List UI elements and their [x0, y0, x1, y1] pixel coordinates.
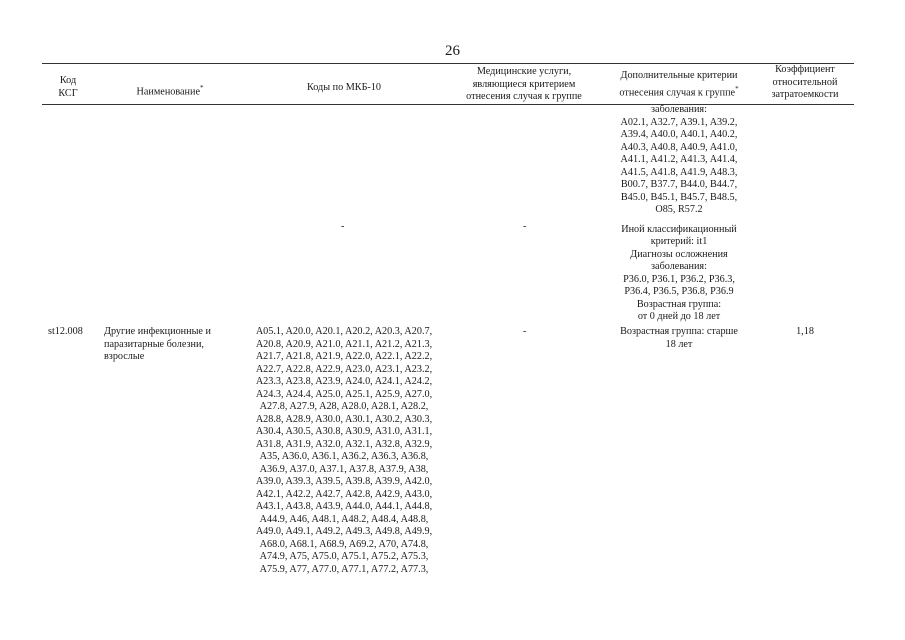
page-number: 26: [445, 43, 460, 59]
second-criteria-line: P36.4, P36.5, P36.8, P36.9: [624, 286, 734, 297]
row-name: [104, 326, 244, 364]
second-criteria-line: P36.0, P36.1, P36.2, P36.3,: [623, 273, 735, 285]
row-mkb-codes: [246, 326, 442, 576]
row-code: st12.008: [48, 326, 83, 337]
row-name-line: Другие инфекционные и: [104, 326, 211, 337]
mkb-line: A05.1, A20.0, A20.1, A20.2, A20.3, A20.7,: [255, 326, 433, 337]
row-coef: 1,18: [796, 326, 814, 337]
second-criteria-line: Диагнозы осложнения: [630, 248, 728, 260]
mkb-line: A42.1, A42.2, A42.7, A42.8, A42.9, A43.0,: [255, 488, 433, 500]
mkb-line: A24.3, A24.4, A25.0, A25.1, A25.9, A27.0,: [255, 388, 433, 400]
row-name-line: взрослые: [104, 351, 145, 362]
header-name-footnote-mark: *: [199, 84, 204, 92]
mkb-line: A30.4, A30.5, A30.8, A30.9, A31.0, A31.1,: [255, 426, 433, 437]
header-mkb-text: Коды по МКБ-10: [306, 82, 382, 93]
header-coef-line-3: затратоемкости: [771, 89, 839, 100]
header-name: [100, 82, 240, 99]
mkb-line: A35, A36.0, A36.1, A36.2, A36.3, A36.8,: [259, 451, 429, 462]
mkb-line: A28.8, A28.9, A30.0, A30.1, A30.2, A30.3,: [255, 413, 433, 425]
continuation-criteria-block: [604, 104, 754, 324]
row-criteria: [604, 326, 754, 351]
second-criteria-line: критерий: it1: [650, 236, 708, 247]
continuation-criteria-line: B45.0, B45.1, B45.7, B48.5,: [620, 191, 738, 203]
second-criteria-line: Иной классификационный: [621, 223, 737, 235]
continuation-criteria-line: A40.3, A40.8, A40.9, A41.0,: [620, 141, 738, 153]
header-criteria: [604, 70, 754, 99]
continuation-criteria-line: A41.1, A41.2, A41.3, A41.4,: [620, 154, 738, 165]
header-coef: [758, 64, 852, 102]
header-coef-line-1: Коэффициент: [775, 64, 835, 75]
row-criteria-line: 18 лет: [665, 338, 693, 350]
header-services: [448, 66, 600, 104]
continuation-criteria-line: заболевания:: [651, 104, 707, 115]
mkb-line: A27.8, A27.9, A28, A28.0, A28.1, A28.2,: [259, 401, 429, 412]
header-services-line-3: отнесения случая к группе: [466, 91, 582, 102]
header-code-line-2: КСГ: [58, 87, 78, 99]
mkb-line: A39.0, A39.3, A39.5, A39.8, A39.9, A42.0,: [255, 476, 433, 487]
second-criteria-line: от 0 дней до 18 лет: [637, 311, 721, 322]
header-name-text: Наименование: [136, 86, 200, 98]
mkb-line: A74.9, A75, A75.0, A75.1, A75.2, A75.3,: [259, 551, 429, 562]
header-services-line-1: Медицинские услуги,: [476, 66, 572, 77]
mkb-line: A31.8, A31.9, A32.0, A32.1, A32.8, A32.9,: [255, 438, 433, 450]
header-services-line-2: являющиеся критерием: [472, 78, 576, 90]
continuation-criteria-line: B00.7, B37.7, B44.0, B44.7,: [620, 179, 738, 190]
continuation-mkb-dash: -: [341, 221, 345, 232]
header-top-rule: [42, 63, 854, 64]
continuation-services-dash: -: [523, 221, 527, 232]
mkb-line: A68.0, A68.1, A68.9, A69.2, A70, A74.8,: [259, 538, 429, 550]
header-coef-line-2: относительной: [772, 76, 838, 88]
header-criteria-footnote-mark: *: [735, 84, 739, 93]
second-criteria-line: Возрастная группа:: [636, 298, 722, 310]
mkb-line: A49.0, A49.1, A49.2, A49.3, A49.8, A49.9,: [255, 526, 433, 537]
continuation-criteria-line: A02.1, A32.7, A39.1, A39.2,: [620, 116, 738, 128]
header-criteria-line-1: Дополнительные критерии: [620, 70, 738, 81]
continuation-criteria-line: A41.5, A41.8, A41.9, A48.3,: [620, 166, 738, 178]
header-code: [42, 75, 94, 100]
second-criteria-line: заболевания:: [651, 261, 707, 272]
continuation-criteria-line: A39.4, A40.0, A40.1, A40.2,: [620, 129, 738, 140]
mkb-line: A43.1, A43.8, A43.9, A44.0, A44.1, A44.8,: [255, 501, 433, 512]
header-code-line-1: Код: [59, 75, 77, 86]
row-services-dash: -: [523, 326, 527, 337]
row-criteria-line: Возрастная группа: старше: [620, 326, 738, 337]
mkb-line: A20.8, A20.9, A21.0, A21.1, A21.2, A21.3,: [255, 338, 433, 350]
mkb-line: A21.7, A21.8, A21.9, A22.0, A22.1, A22.2,: [255, 351, 433, 362]
mkb-line: A75.9, A77, A77.0, A77.1, A77.2, A77.3,: [259, 563, 429, 575]
continuation-criteria-line: O85, R57.2: [655, 204, 703, 215]
mkb-line: A22.7, A22.8, A22.9, A23.0, A23.1, A23.2,: [255, 363, 433, 375]
mkb-line: A23.3, A23.8, A23.9, A24.0, A24.1, A24.2,: [255, 376, 433, 387]
header-criteria-line-2-text: отнесения случая к группе: [619, 86, 736, 98]
mkb-line: A44.9, A46, A48.1, A48.2, A48.4, A48.8,: [259, 513, 429, 525]
header-mkb: [246, 82, 442, 95]
row-name-line: паразитарные болезни,: [104, 338, 204, 350]
header-criteria-line-2: [604, 83, 754, 100]
mkb-line: A36.9, A37.0, A37.1, A37.8, A37.9, A38,: [259, 463, 429, 475]
